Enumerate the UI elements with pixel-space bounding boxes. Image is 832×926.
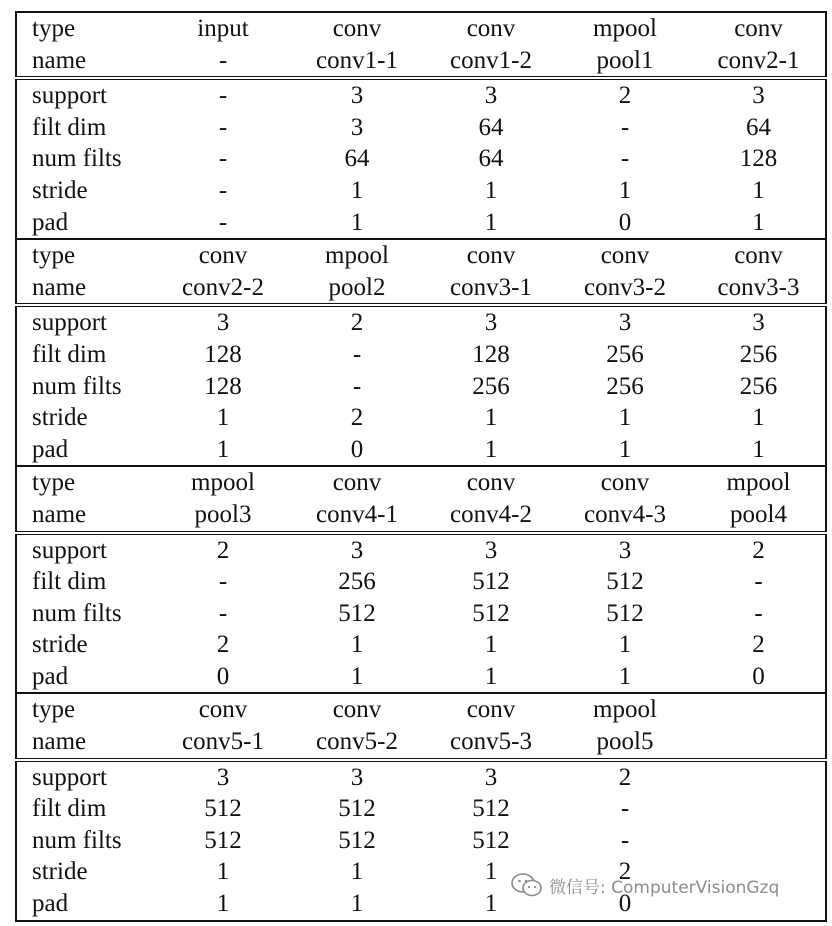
table-row (16, 45, 826, 79)
row-label: support (16, 533, 156, 567)
table-cell: 1 (216, 858, 230, 886)
table-cell: 3 (290, 78, 424, 112)
table-cell: conv3-3 (717, 273, 800, 301)
table-cell: conv (424, 466, 558, 499)
table-cell: conv1-2 (450, 46, 532, 74)
table-cell: - (218, 113, 228, 141)
table-cell: - (620, 826, 630, 854)
table-cell: 1 (618, 662, 632, 690)
table-cell: 0 (618, 890, 632, 918)
table-cell: 1 (216, 404, 230, 432)
table-cell: 3 (290, 760, 424, 794)
table-cell: 512 (472, 568, 510, 596)
table-cell (692, 825, 826, 857)
table-cell: 512 (606, 568, 644, 596)
table-row (16, 305, 826, 339)
table-cell: 1 (484, 662, 498, 690)
table-cell: - (352, 372, 362, 400)
table-cell: conv5-1 (182, 728, 264, 756)
table-cell: mpool (558, 693, 692, 726)
table-cell: 1 (484, 435, 498, 463)
table-cell: 2 (618, 858, 632, 886)
table-cell: conv3-1 (450, 273, 532, 301)
wechat-icon (510, 872, 544, 898)
row-label: pad (32, 662, 69, 690)
table-cell: 2 (290, 305, 424, 339)
table-cell: conv (332, 15, 382, 42)
table-cell: conv (290, 693, 424, 726)
table-cell: 1 (484, 631, 498, 659)
table-cell: 1 (484, 208, 498, 236)
row-label: type (16, 693, 156, 726)
table-cell (692, 793, 826, 825)
table-cell: 3 (424, 533, 558, 567)
table-cell: conv4-2 (450, 500, 532, 528)
table-cell: 2 (558, 760, 692, 794)
table-cell: 128 (204, 340, 242, 368)
table-cell: conv2-2 (182, 273, 264, 301)
table-cell: - (352, 340, 362, 368)
table-cell: 1 (618, 404, 632, 432)
table-cell: conv4-3 (584, 500, 666, 528)
table-cell: 512 (606, 599, 644, 627)
table-cell: 64 (478, 113, 504, 141)
row-label: type (32, 15, 76, 42)
table-row (16, 78, 826, 112)
row-label: num filts (32, 826, 122, 854)
table-row (16, 693, 826, 726)
table-cell: conv (558, 466, 692, 499)
table-cell: 2 (216, 631, 230, 659)
row-label: name (32, 500, 87, 528)
table-cell: 1 (484, 890, 498, 918)
table-cell: - (620, 145, 630, 173)
table-cell: 1 (618, 435, 632, 463)
table-cell: - (620, 113, 630, 141)
table-row (16, 239, 826, 272)
row-label: filt dim (32, 795, 107, 823)
table-cell: - (218, 599, 228, 627)
watermark-text: 微信号: ComputerVisionGzq (549, 877, 780, 898)
table-cell: mpool (290, 239, 424, 272)
table-cell: 1 (216, 435, 230, 463)
row-label: name (32, 46, 87, 74)
table-cell: 3 (424, 305, 558, 339)
table-row (16, 434, 826, 467)
table-cell: conv (424, 693, 558, 726)
table-cell: 256 (739, 340, 778, 368)
table-cell: 512 (338, 599, 376, 627)
table-row (16, 175, 826, 207)
table-cell: 256 (739, 372, 778, 400)
table-cell: pool5 (596, 728, 654, 756)
row-label: filt dim (32, 568, 107, 596)
row-label: filt dim (32, 113, 107, 141)
table-cell: 256 (338, 568, 376, 596)
table-cell: 256 (472, 372, 510, 400)
row-label: stride (32, 176, 88, 204)
table-cell: conv (290, 466, 424, 499)
table-row (16, 207, 826, 240)
table-cell: - (218, 568, 228, 596)
table-cell: 2 (558, 78, 692, 112)
row-label: stride (32, 631, 88, 659)
table-row (16, 661, 826, 694)
table-cell: 512 (472, 599, 510, 627)
table-row (16, 566, 826, 598)
table-row (16, 793, 826, 825)
table-cell: 256 (606, 340, 644, 368)
table-cell: 1 (350, 208, 364, 236)
table-cell: input (197, 15, 249, 42)
table-cell: 3 (692, 305, 826, 339)
table-cell: pool4 (730, 500, 787, 528)
table-cell: pool2 (328, 273, 386, 301)
layer-table (15, 11, 827, 922)
table-cell: 1 (350, 662, 364, 690)
table-row (16, 12, 826, 45)
table-cell: conv (558, 239, 692, 272)
table-cell: 128 (472, 340, 510, 368)
table-cell: conv5-2 (316, 728, 398, 756)
table-cell: mpool (156, 466, 290, 499)
row-label: support (16, 760, 156, 794)
table-cell: 3 (692, 78, 826, 112)
table-cell: 2 (350, 404, 364, 432)
table-cell: conv5-3 (450, 728, 532, 756)
row-label: num filts (32, 145, 122, 173)
table-cell: pool3 (194, 500, 252, 528)
table-cell: 512 (472, 826, 510, 854)
table-cell: 1 (350, 176, 364, 204)
table-cell: mpool (692, 466, 826, 499)
table-cell: 1 (350, 858, 364, 886)
table-row (16, 272, 826, 306)
table-cell: conv4-1 (316, 500, 398, 528)
table-cell: - (156, 78, 290, 112)
table-cell: conv (466, 15, 516, 42)
table-row (16, 339, 826, 371)
table-cell: 1 (752, 404, 765, 432)
table-cell: 1 (752, 435, 765, 463)
row-label: name (32, 728, 87, 756)
row-label: filt dim (32, 340, 107, 368)
table-cell: 0 (752, 662, 765, 690)
table-cell: 2 (692, 533, 826, 567)
table-cell: 3 (424, 78, 558, 112)
row-label: stride (32, 858, 88, 886)
table-cell: 3 (424, 760, 558, 794)
table-cell: 3 (558, 533, 692, 567)
table-cell: 256 (606, 372, 644, 400)
table-cell: conv1-1 (316, 46, 398, 74)
table-cell: 3 (156, 305, 290, 339)
table-cell: mpool (593, 15, 657, 42)
table-cell: conv (156, 239, 290, 272)
row-label: type (16, 239, 156, 272)
table-cell: 3 (350, 113, 364, 141)
table-cell: 512 (204, 826, 242, 854)
row-label: pad (32, 435, 69, 463)
table-cell: 128 (739, 145, 778, 173)
table-cell (692, 726, 826, 760)
table-cell: 0 (350, 435, 364, 463)
row-label: support (16, 78, 156, 112)
table-cell: conv (692, 239, 826, 272)
row-label: num filts (32, 599, 122, 627)
table-row (16, 598, 826, 630)
table-cell: 1 (350, 631, 364, 659)
table-row (16, 760, 826, 794)
table-cell: 1 (752, 176, 765, 204)
table-cell: 1 (618, 631, 632, 659)
table-cell: 64 (746, 113, 771, 141)
table-cell: 512 (204, 795, 242, 823)
table-cell: - (754, 599, 763, 627)
table-cell (692, 693, 826, 726)
table-cell: 0 (216, 662, 230, 690)
table-cell: 3 (558, 305, 692, 339)
row-label: name (32, 273, 87, 301)
table-cell: 2 (752, 631, 765, 659)
table-row (16, 499, 826, 533)
table-cell: 1 (752, 208, 765, 236)
table-cell: - (754, 568, 763, 596)
table-cell: conv (424, 239, 558, 272)
table-row (16, 726, 826, 760)
layer-table-container (15, 11, 826, 922)
row-label: num filts (32, 372, 122, 400)
row-label: pad (32, 890, 69, 918)
table-row (16, 112, 826, 144)
table-cell: conv3-2 (584, 273, 666, 301)
table-row (16, 371, 826, 403)
table-cell: - (218, 208, 228, 236)
table-cell: 3 (290, 533, 424, 567)
table-cell: 512 (338, 795, 376, 823)
table-cell: 1 (484, 858, 498, 886)
table-cell: 1 (484, 176, 498, 204)
table-row (16, 825, 826, 857)
row-label: pad (32, 208, 69, 236)
table-cell: 0 (618, 208, 632, 236)
table-cell: conv (734, 15, 783, 42)
table-cell: 2 (156, 533, 290, 567)
table-cell: 1 (618, 176, 632, 204)
row-label: stride (32, 404, 88, 432)
table-cell: 64 (478, 145, 504, 173)
table-row (16, 143, 826, 175)
table-row (16, 629, 826, 661)
table-cell: - (620, 795, 630, 823)
table-cell: - (218, 176, 228, 204)
table-cell: 64 (344, 145, 370, 173)
table-cell: pool1 (596, 46, 654, 74)
table-cell: 3 (156, 760, 290, 794)
table-cell: 128 (204, 372, 242, 400)
table-row (16, 466, 826, 499)
row-label: type (16, 466, 156, 499)
table-cell: conv2-1 (717, 46, 800, 74)
table-cell: 1 (484, 404, 498, 432)
table-cell: conv (156, 693, 290, 726)
table-cell (692, 760, 826, 794)
table-row (16, 533, 826, 567)
row-label: support (16, 305, 156, 339)
table-cell: 512 (338, 826, 376, 854)
table-cell: 512 (472, 795, 510, 823)
table-cell: - (218, 145, 228, 173)
watermark (510, 872, 779, 898)
table-cell: - (218, 46, 228, 74)
table-row (16, 402, 826, 434)
table-cell: 1 (216, 890, 230, 918)
table-cell: 1 (350, 890, 364, 918)
